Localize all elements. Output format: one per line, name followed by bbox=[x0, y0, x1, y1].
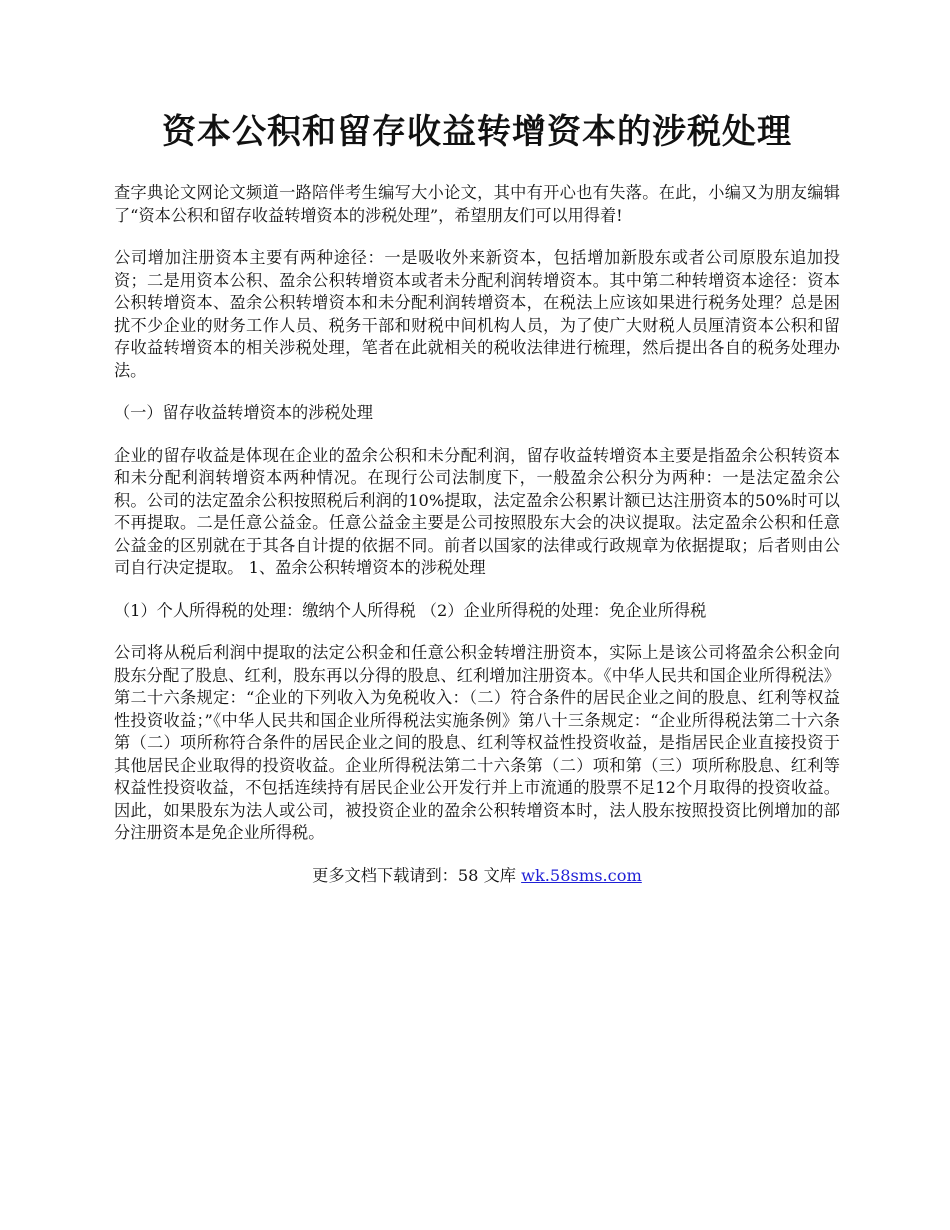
footer-link[interactable]: wk.58sms.com bbox=[521, 865, 642, 885]
paragraph-background: 公司增加注册资本主要有两种途径：一是吸收外来新资本，包括增加新股东或者公司原股东追加投资；二是用资本公积、盈余公积转增资本或者未分配利润转增资本。其中第二种转增资本途径：资本公积转增资本、盈余公积转增资本和未分配利润转增资本，在税法上应该如果进行税务处理？总是困扰不少企业的财务工作人员、税务干部和财税中间机构人员，为了使广大财税人员厘清资本公积和留存收益转增资本的相关涉税处理，笔者在此就相关的税收法律进行梳理，然后提出各自的税务处理办法。 bbox=[114, 248, 840, 380]
paragraph-tax-items: （1）个人所得税的处理：缴纳个人所得税 （2）企业所得税的处理：免企业所得税 bbox=[114, 600, 707, 620]
paragraph-intro: 查字典论文网论文频道一路陪伴考生编写大小论文，其中有开心也有失落。在此，小编又为朋友编辑了“资本公积和留存收益转增资本的涉税处理”，希望朋友们可以用得着! bbox=[114, 183, 840, 225]
footer-text: 更多文档下载请到：58 文库 bbox=[312, 865, 522, 885]
paragraph-legal-basis: 公司将从税后利润中提取的法定公积金和任意公积金转增注册资本，实际上是该公司将盈余公积金向股东分配了股息、红利，股东再以分得的股息、红利增加注册资本。《中华人民共和国企业所得税法》第二十六条规定：“企业的下列收入为免税收入：（二）符合条件的居民企业之间的股息、红利等权益性投资收益；”《中华人民共和国企业所得税法实施条例》第八十三条规定：“企业所得税法第二十六条第（二）项所称符合条件的居民企业之间的股息、红利等权益性投资收益，是指居民企业直接投资于其他居民企业取得的投资收益。企业所得税法第二十六条第（二）项和第（三）项所称股息、红利等权益性投资收益，不包括连续持有居民企业公开发行并上市流通的股票不足12个月取得的投资收益。因此，如果股东为法人或公司，被投资企业的盈余公积转增资本时，法人股东按照投资比例增加的部分注册资本是免企业所得税。 bbox=[114, 643, 840, 842]
footer bbox=[114, 865, 840, 888]
document-title: 资本公积和留存收益转增资本的涉税处理 bbox=[162, 112, 792, 152]
paragraph-retained-earnings: 企业的留存收益是体现在企业的盈余公积和未分配利润，留存收益转增资本主要是指盈余公积转资本和未分配利润转增资本两种情况。在现行公司法制度下，一般盈余公积分为两种：一是法定盈余公积。公司的法定盈余公积按照税后利润的10%提取，法定盈余公积累计额已达注册资本的50%时可以不再提取。二是任意公益金。任意公益金主要是公司按照股东大会的决议提取。法定盈余公积和任意公益金的区别就在于其各自计提的依据不同。前者以国家的法律或行政规章为依据提取；后者则由公司自行决定提取。 1、盈余公积转增资本的涉税处理 bbox=[114, 445, 840, 577]
document-page bbox=[114, 108, 840, 907]
section-heading: （一）留存收益转增资本的涉税处理 bbox=[114, 403, 373, 422]
